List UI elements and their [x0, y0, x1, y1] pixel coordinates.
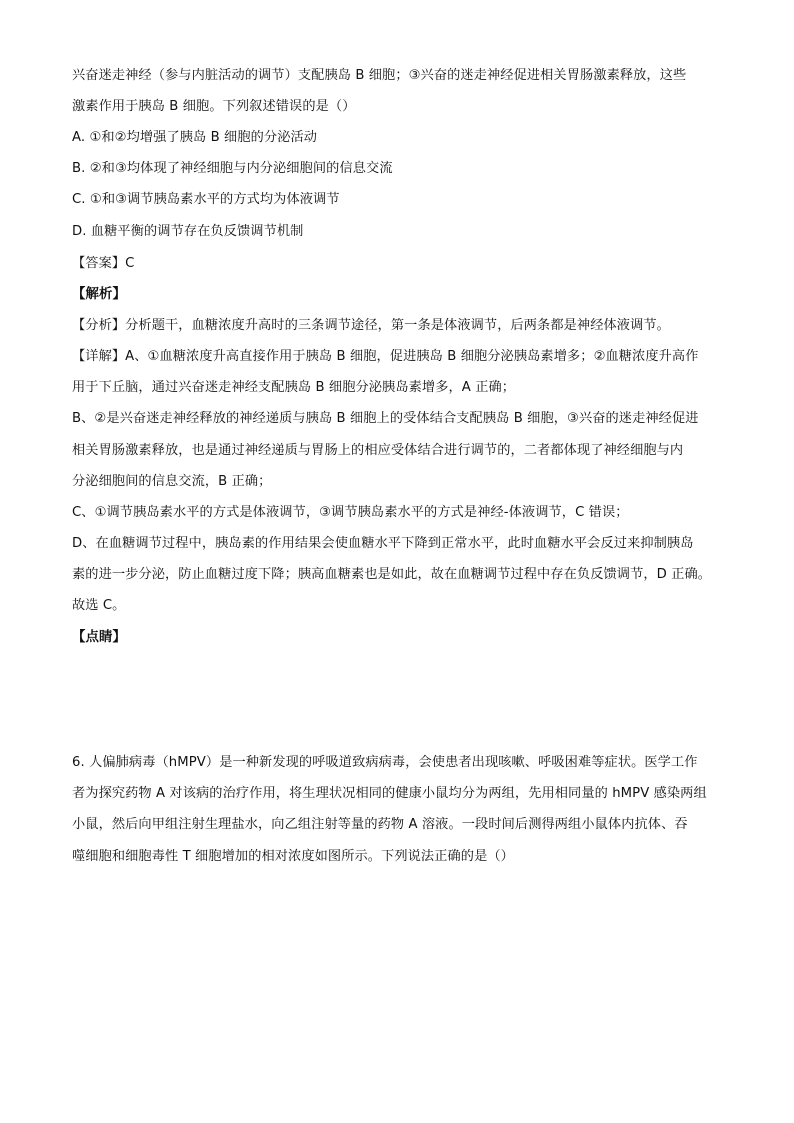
comment-heading: 【点睛】 — [72, 630, 126, 645]
question-6-line-1: 6. 人偏肺病毒（hMPV）是一种新发现的呼吸道致病病毒，会使患者出现咳嗽、呼吸困难等症状。医学工作 — [72, 755, 698, 770]
choice-conclusion: 故选 C。 — [72, 598, 126, 613]
detail-a-line-2: 用于下丘脑，通过兴奋迷走神经支配胰岛 B 细胞分泌胰岛素增多，A 正确； — [72, 380, 516, 395]
answer-line: 【答案】C — [72, 256, 135, 271]
option-a: A. ①和②均增强了胰岛 B 细胞的分泌活动 — [72, 130, 318, 145]
question-6-line-4: 噬细胞和细胞毒性 T 细胞增加的相对浓度如图所示。下列说法正确的是（） — [72, 849, 514, 864]
detail-d-line-2: 素的进一步分泌，防止血糖过度下降；胰高血糖素也是如此，故在血糖调节过程中存在负反馈调节，D 正确。 — [72, 567, 712, 582]
detail-c: C、①调节胰岛素水平的方式是体液调节，③调节胰岛素水平的方式是神经-体液调节，C 错误； — [72, 505, 629, 520]
detail-b-line-2: 相关胃肠激素释放，也是通过神经递质与胃肠上的相应受体结合进行调节的，二者都体现了神经细胞与内 — [72, 443, 684, 458]
analysis-summary: 【分析】分析题干，血糖浓度升高时的三条调节途径，第一条是体液调节，后两条都是神经体液调节。 — [72, 318, 670, 333]
detail-b-line-3: 分泌细胞间的信息交流，B 正确； — [72, 474, 272, 489]
question-5-stem-line-2: 激素作用于胰岛 B 细胞。下列叙述错误的是（） — [72, 99, 356, 114]
question-5-stem-line-1: 兴奋迷走神经（参与内脏活动的调节）支配胰岛 B 细胞；③兴奋的迷走神经促进相关胃肠激素释放，这些 — [72, 68, 687, 83]
option-d: D. 血糖平衡的调节存在负反馈调节机制 — [72, 224, 304, 239]
question-6-line-3: 小鼠，然后向甲组注射生理盐水，向乙组注射等量的药物 A 溶液。一段时间后测得两组小鼠体内抗体、吞 — [72, 817, 688, 832]
question-6-line-2: 者为探究药物 A 对该病的治疗作用，将生理状况相同的健康小鼠均分为两组，先用相同量的 hMPV 感染两组 — [72, 786, 707, 801]
detail-d-line-1: D、在血糖调节过程中，胰岛素的作用结果会使血糖水平下降到正常水平，此时血糖水平会反过来抑制胰岛 — [72, 536, 694, 551]
analysis-heading: 【解析】 — [72, 287, 126, 302]
option-b: B. ②和③均体现了神经细胞与内分泌细胞间的信息交流 — [72, 161, 393, 176]
detail-a-line-1: 【详解】A、①血糖浓度升高直接作用于胰岛 B 细胞，促进胰岛 B 细胞分泌胰岛素增多；②血糖浓度升高作 — [72, 349, 699, 364]
detail-b-line-1: B、②是兴奋迷走神经释放的神经递质与胰岛 B 细胞上的受体结合支配胰岛 B 细胞，③兴奋的迷走神经促进 — [72, 411, 699, 426]
option-c: C. ①和③调节胰岛素水平的方式均为体液调节 — [72, 192, 340, 207]
